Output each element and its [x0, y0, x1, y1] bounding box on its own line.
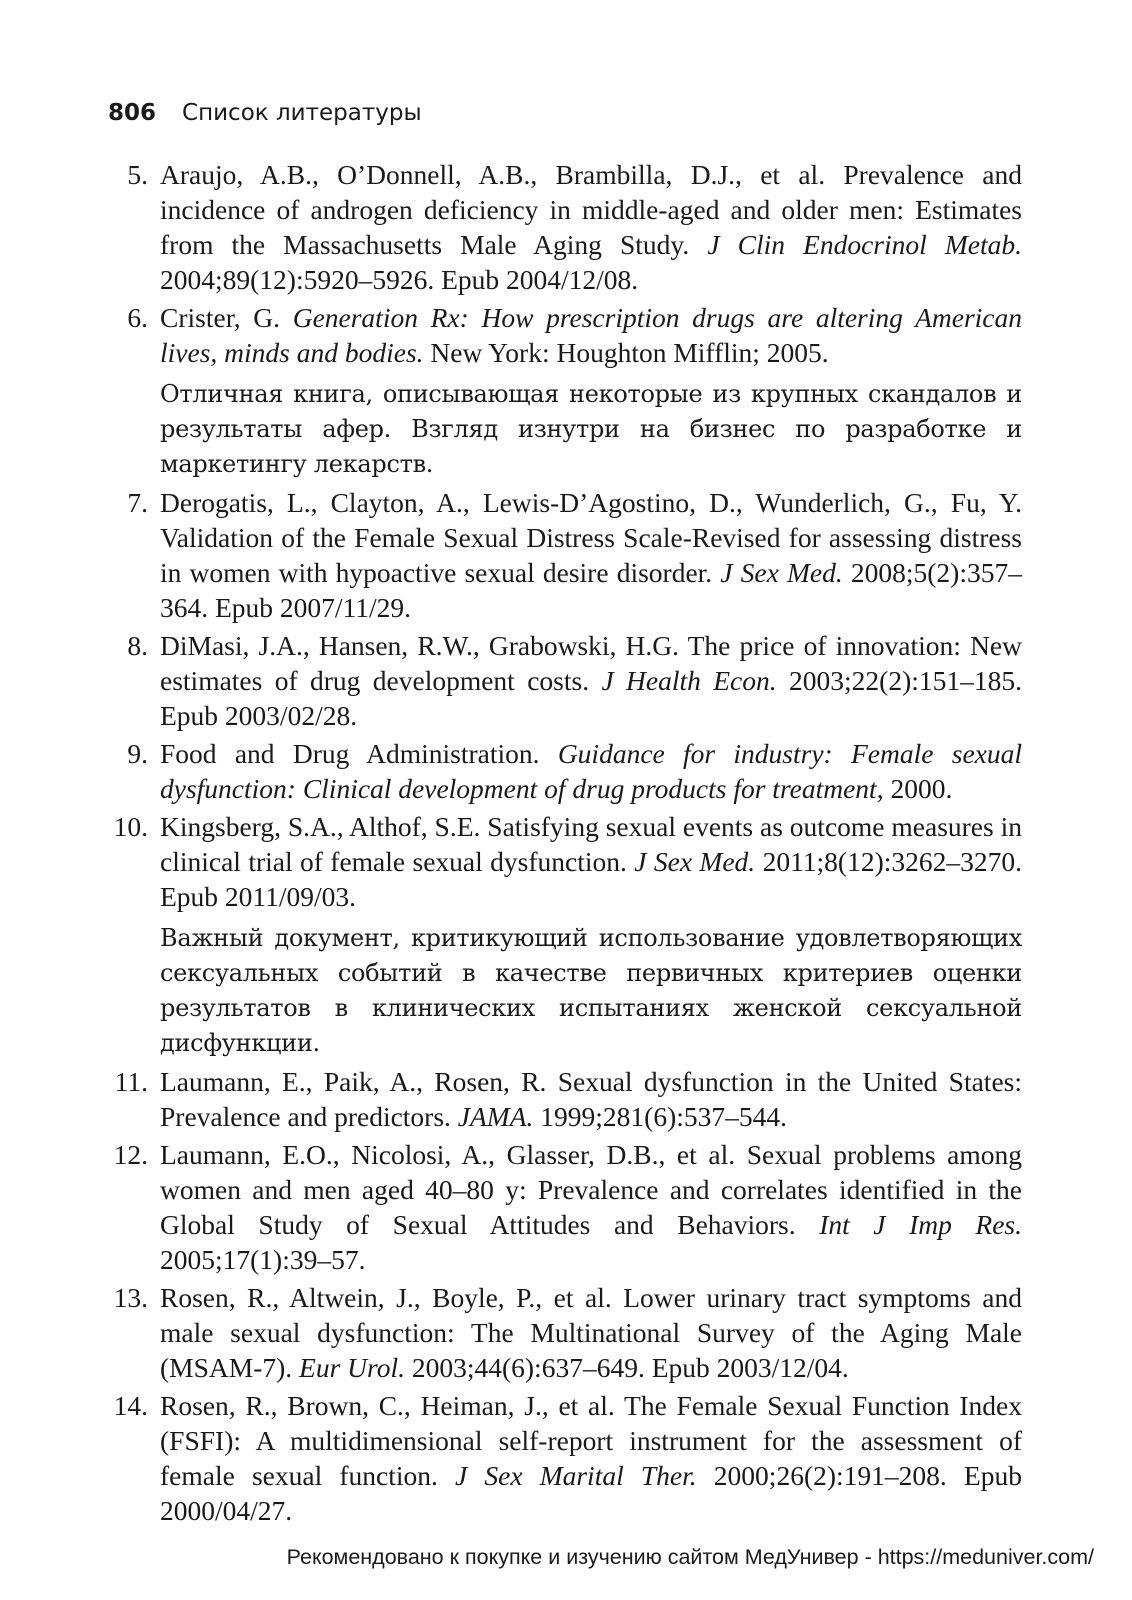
- page-header: [108, 98, 422, 128]
- reference-list: [108, 157, 1022, 1531]
- reference-item: [108, 300, 1022, 482]
- reference-number: 13.: [113, 1282, 148, 1313]
- section-title: Список литературы: [182, 100, 422, 126]
- reference-source: Guidance for industry: Female sexual dysfunction: Clinical development of drug products for treatment: [160, 738, 1022, 804]
- reference-fragment: 2003;44(6):637–649. Epub 2003/12/04.: [404, 1352, 849, 1383]
- reference-text: [160, 485, 1022, 625]
- reference-fragment: 2005;17(1):39–57.: [160, 1244, 366, 1275]
- reference-fragment: Crister, G.: [160, 302, 293, 333]
- reference-number: 7.: [127, 487, 148, 518]
- reference-number: 10.: [113, 811, 148, 842]
- reference-fragment: New York: Houghton Mifflin; 2005.: [423, 337, 829, 368]
- reference-number: 11.: [114, 1066, 148, 1097]
- reference-number: 8.: [127, 630, 148, 661]
- reference-fragment: Araujo, A.B., O’Donnell, A.B., Brambilla, D.J., et al. Prevalence and incidence of androgen deficiency in middle-aged and older men: Estimates from the Massachusetts Male Aging Study.: [160, 159, 1022, 260]
- reference-item: [108, 1137, 1022, 1277]
- reference-fragment: Derogatis, L., Clayton, A., Lewis-D’Agostino, D., Wunderlich, G., Fu, Y. Validation of the Female Sexual Distress Scale-Revised for assessing distress in women with hypoactive sexual desire disorder.: [160, 487, 1022, 588]
- reference-item: [108, 1064, 1022, 1134]
- reference-fragment: Rosen, R., Altwein, J., Boyle, P., et al. Lower urinary tract symptoms and male sexual dysfunction: The Multinational Survey of the Aging Male (MSAM-7).: [160, 1282, 1022, 1383]
- reference-text: [160, 736, 1022, 806]
- footer-watermark: Рекомендовано к покупке и изучению сайтом МедУнивер - https://meduniver.com/: [286, 1545, 1094, 1569]
- reference-source: Generation Rx: How prescription drugs are altering American lives, minds and bodies.: [160, 302, 1022, 368]
- page-number: 806: [108, 100, 157, 126]
- reference-text: [160, 1137, 1022, 1277]
- reference-fragment: 2004;89(12):5920–5926. Epub 2004/12/08.: [160, 264, 639, 295]
- reference-fragment: 2008;5(2):357–364. Epub 2007/11/29.: [160, 557, 1022, 623]
- reference-text: [160, 628, 1022, 733]
- reference-source: Int J Imp Res.: [819, 1209, 1023, 1240]
- reference-number: 14.: [113, 1390, 148, 1421]
- reference-fragment: DiMasi, J.A., Hansen, R.W., Grabowski, H.G. The price of innovation: New estimates of drug development costs.: [160, 630, 1022, 696]
- reference-source: J Sex Med.: [720, 557, 843, 588]
- reference-fragment: 2011;8(12):3262–3270. Epub 2011/09/03.: [160, 846, 1023, 912]
- reference-number: 6.: [127, 302, 148, 333]
- reference-text: [160, 1064, 1022, 1134]
- reference-item: [108, 736, 1022, 806]
- reference-fragment: Food and Drug Administration.: [160, 738, 558, 769]
- reference-fragment: 2000;26(2):191–208. Epub 2000/04/27.: [160, 1460, 1022, 1526]
- reference-fragment: Kingsberg, S.A., Althof, S.E. Satisfying sexual events as outcome measures in clinical trial of female sexual dysfunction.: [160, 811, 1022, 877]
- reference-fragment: Laumann, E., Paik, A., Rosen, R. Sexual dysfunction in the United States: Prevalence and predictors.: [160, 1066, 1022, 1132]
- reference-fragment: , 2000.: [876, 773, 953, 804]
- reference-item: [108, 628, 1022, 733]
- reference-source: Eur Urol.: [299, 1352, 405, 1383]
- reference-source: J Clin Endocrinol Metab.: [707, 229, 1022, 260]
- reference-item: [108, 809, 1022, 1061]
- reference-source: J Health Econ.: [601, 665, 777, 696]
- reference-source: J Sex Med.: [634, 846, 756, 877]
- reference-item: [108, 1280, 1022, 1385]
- reference-item: [108, 485, 1022, 625]
- reference-text: [160, 1280, 1022, 1385]
- reference-fragment: 2003;22(2):151–185. Epub 2003/02/28.: [160, 665, 1022, 731]
- reference-fragment: Laumann, E.O., Nicolosi, A., Glasser, D.B., et al. Sexual problems among women and men aged 40–80 y: Prevalence and correlates identified in the Global Study of Sexual Attitudes and Behaviors.: [160, 1139, 1022, 1240]
- reference-source: JAMA.: [457, 1101, 534, 1132]
- reference-fragment: 1999;281(6):537–544.: [533, 1101, 787, 1132]
- reference-item: [108, 157, 1022, 297]
- reference-number: 12.: [113, 1139, 148, 1170]
- reference-source: J Sex Marital Ther.: [455, 1460, 697, 1491]
- reference-number: 9.: [127, 738, 148, 769]
- reference-item: [108, 1388, 1022, 1528]
- reference-text: [160, 300, 1022, 370]
- reference-number: 5.: [127, 159, 148, 190]
- reference-text: [160, 1388, 1022, 1528]
- reference-text: [160, 809, 1022, 914]
- reference-text: [160, 157, 1022, 297]
- reference-annotation: Отличная книга, описывающая некоторые из крупных скандалов и результаты афер. Взгляд изнутри на бизнес по разработке и маркетингу лекарств.: [160, 380, 1022, 478]
- reference-annotation: Важный документ, критикующий использование удовлетворяющих сексуальных событий в качестве первичных критериев оценки результатов в клинических испытаниях женской сексуальной дисфункции.: [160, 924, 1022, 1057]
- reference-fragment: Rosen, R., Brown, C., Heiman, J., et al. The Female Sexual Function Index (FSFI): A multidimensional self-report instrument for the assessment of female sexual function.: [160, 1390, 1022, 1491]
